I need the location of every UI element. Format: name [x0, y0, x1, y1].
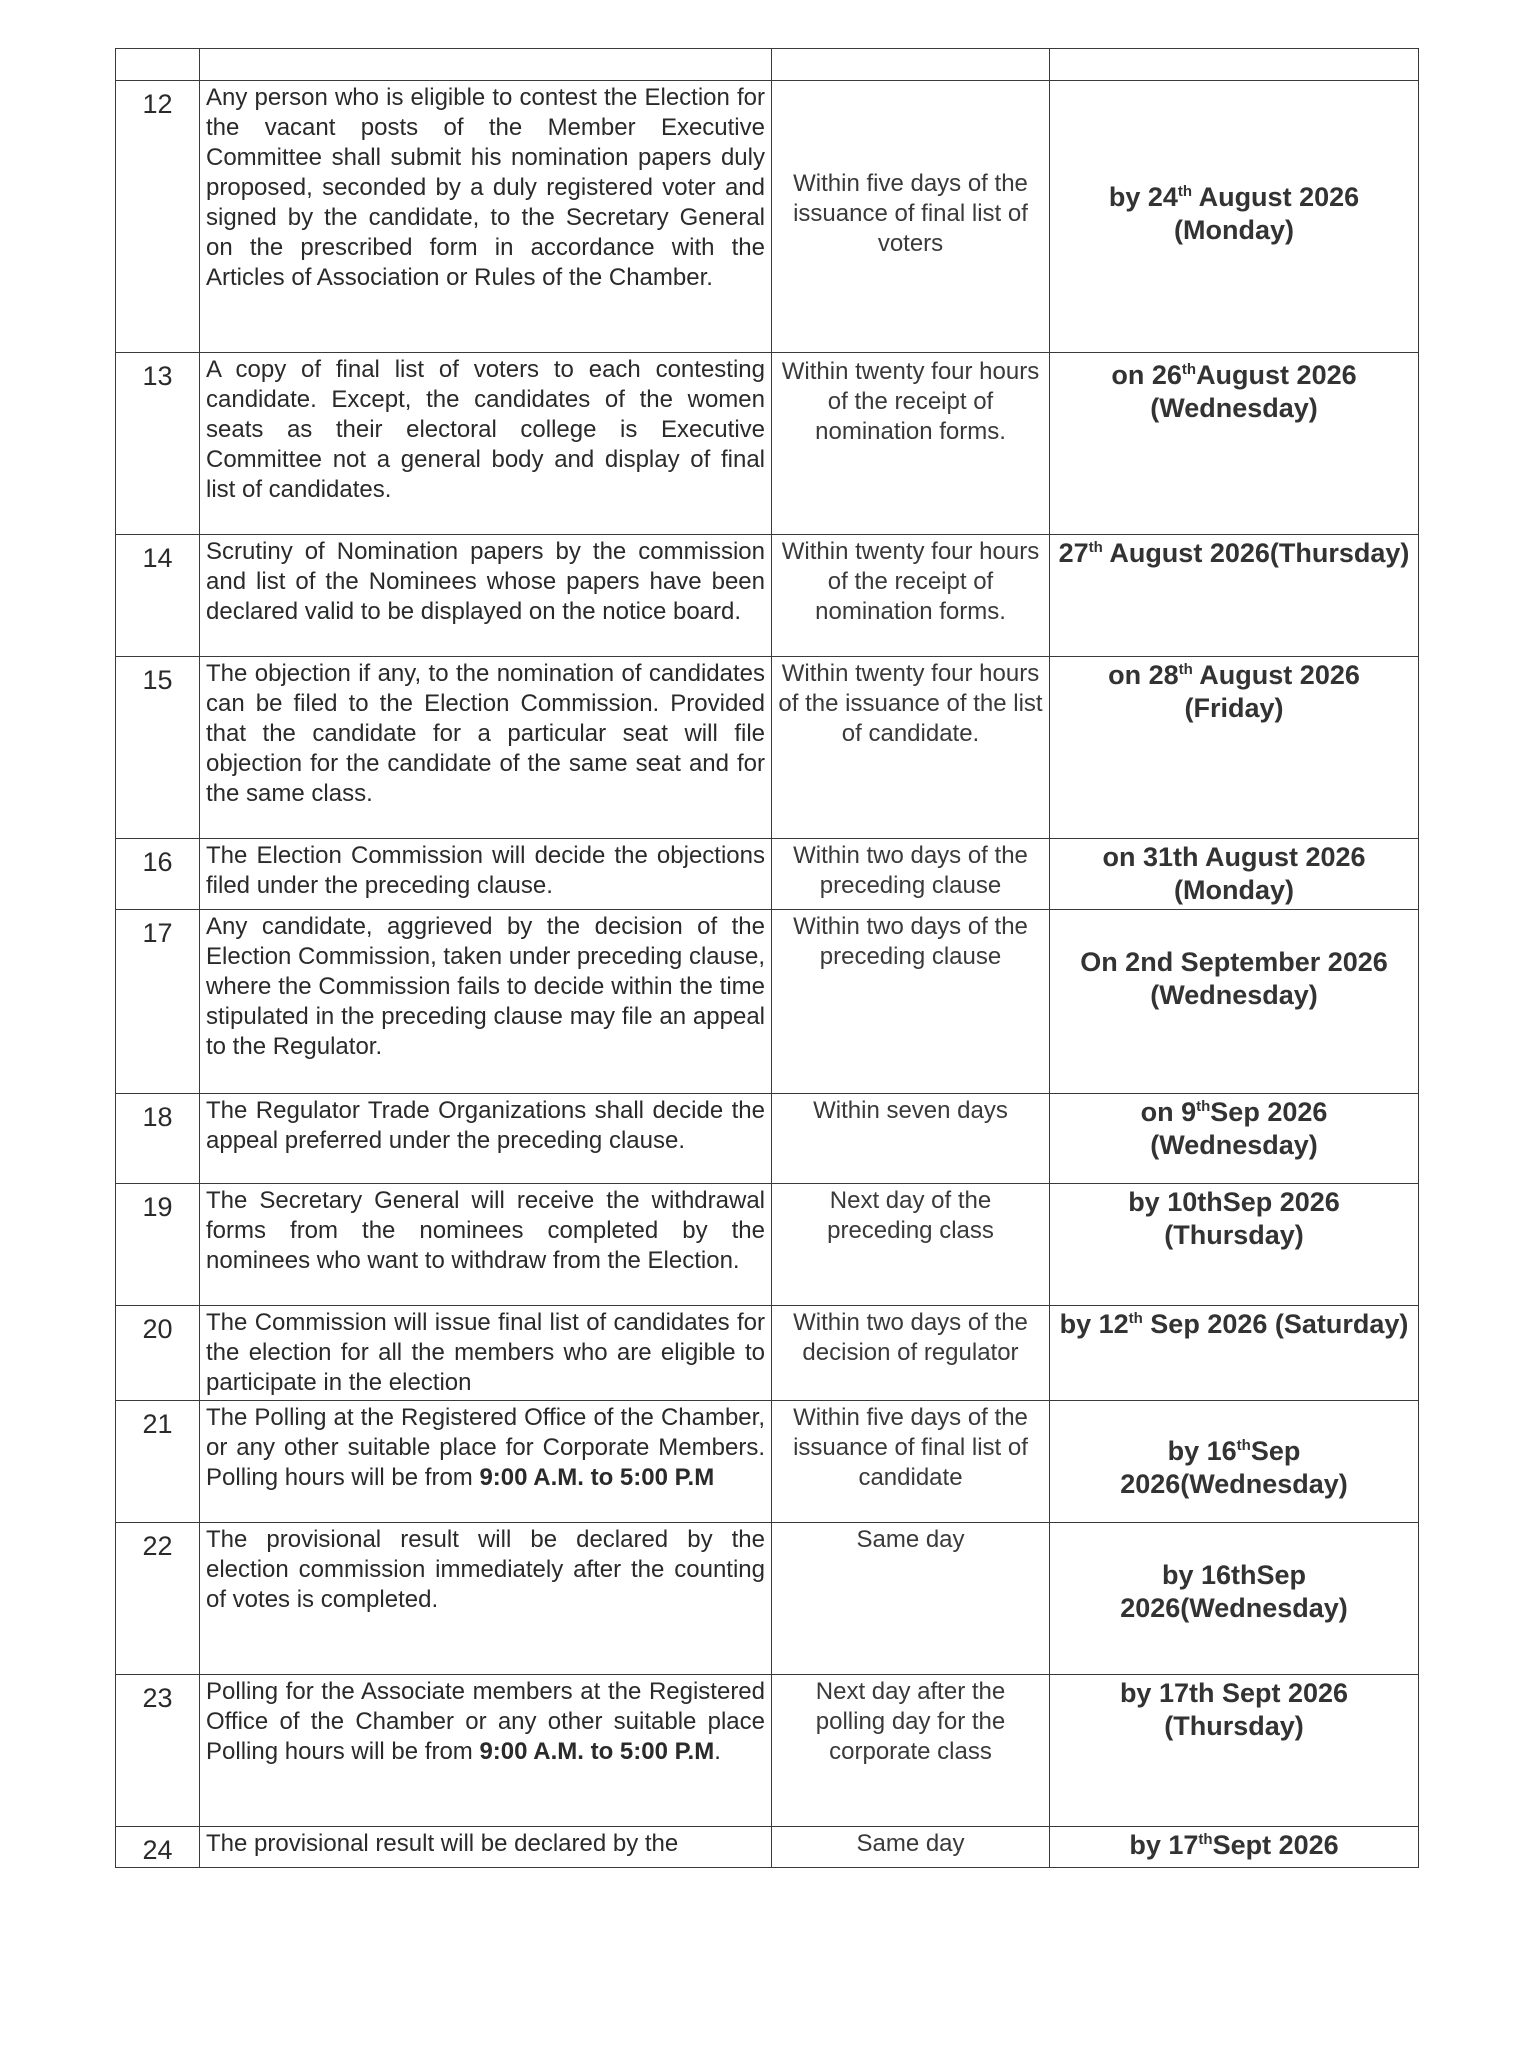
date-main: by 17 — [1129, 1830, 1199, 1860]
date-main: by 16thSep 2026(Wednesday) — [1120, 1560, 1348, 1623]
table-row — [116, 353, 1419, 535]
table-row — [116, 535, 1419, 657]
date-rest: August 2026 (Monday) — [1174, 182, 1360, 245]
row-number: 22 — [116, 1523, 200, 1675]
date-rest: Sep 2026 (Saturday) — [1142, 1309, 1409, 1339]
schedule-date — [1050, 1401, 1419, 1523]
schedule-date — [1050, 1523, 1419, 1675]
description-tail: . — [714, 1738, 721, 1765]
description-text: The Polling at the Registered Office of the Chamber, or any other suitable place for Corporate Members. Polling hours will be from — [206, 1404, 765, 1491]
date-main: 27 — [1058, 538, 1089, 568]
empty-cell — [772, 49, 1050, 81]
table-row — [116, 1184, 1419, 1306]
date-main: on 31th August 2026 (Monday) — [1102, 842, 1366, 905]
date-main: by 24 — [1108, 182, 1178, 212]
time-limit: Within five days of the issuance of final list of voters — [772, 81, 1050, 353]
description-text: Any person who is eligible to contest the Election for the vacant posts of the Member Executive Committee shall submit his nomination papers duly proposed, seconded by a duly registered voter and signed by the candidate, to the Secretary General on the prescribed form in accordance with the Articles of Association or Rules of the Chamber. — [206, 84, 765, 291]
activity-description — [200, 1094, 772, 1184]
date-ordinal-suffix: th — [1088, 539, 1103, 556]
time-limit: Same day — [772, 1827, 1050, 1868]
description-text: Polling for the Associate members at the Registered Office of the Chamber or any other suitable place Polling hours will be from — [206, 1678, 765, 1765]
row-number: 13 — [116, 353, 200, 535]
row-number: 24 — [116, 1827, 200, 1868]
activity-description — [200, 535, 772, 657]
time-limit: Within twenty four hours of the receipt of nomination forms. — [772, 535, 1050, 657]
date-rest: Sep 2026 (Wednesday) — [1150, 1097, 1328, 1160]
row-number: 12 — [116, 81, 200, 353]
table-header-row-empty — [116, 49, 1419, 81]
description-text: The Commission will issue final list of candidates for the election for all the members who are eligible to participate in the election — [206, 1309, 765, 1396]
description-text: The provisional result will be declared by the — [206, 1830, 679, 1857]
time-limit: Next day of the preceding class — [772, 1184, 1050, 1306]
time-limit: Within five days of the issuance of final list of candidate — [772, 1401, 1050, 1523]
empty-cell — [1050, 49, 1419, 81]
schedule-date — [1050, 1675, 1419, 1827]
row-number: 23 — [116, 1675, 200, 1827]
table-row — [116, 1523, 1419, 1675]
activity-description — [200, 1827, 772, 1868]
time-limit: Within two days of the preceding clause — [772, 910, 1050, 1094]
date-main: On 2nd September 2026 (Wednesday) — [1080, 947, 1388, 1010]
time-limit: Same day — [772, 1523, 1050, 1675]
row-number: 18 — [116, 1094, 200, 1184]
date-rest: Sept 2026 — [1212, 1830, 1339, 1860]
row-number: 17 — [116, 910, 200, 1094]
date-main: on 9 — [1140, 1097, 1197, 1127]
activity-description — [200, 81, 772, 353]
date-main: by 17th Sept 2026 (Thursday) — [1119, 1678, 1349, 1741]
date-ordinal-suffix: th — [1178, 661, 1193, 678]
table-row — [116, 1827, 1419, 1868]
schedule-date — [1050, 1184, 1419, 1306]
date-main: by 16 — [1167, 1436, 1237, 1466]
schedule-date — [1050, 1094, 1419, 1184]
schedule-date — [1050, 1306, 1419, 1401]
table-row — [116, 657, 1419, 839]
polling-hours: 9:00 A.M. to 5:00 P.M — [479, 1464, 715, 1491]
activity-description — [200, 657, 772, 839]
date-main: by 10thSep 2026 (Thursday) — [1128, 1187, 1340, 1250]
schedule-date — [1050, 910, 1419, 1094]
empty-cell — [200, 49, 772, 81]
activity-description — [200, 1523, 772, 1675]
date-ordinal-suffix: th — [1181, 361, 1197, 378]
time-limit: Within twenty four hours of the receipt of nomination forms. — [772, 353, 1050, 535]
date-rest: Sep 2026(Wednesday) — [1120, 1436, 1348, 1499]
description-text: A copy of final list of voters to each contesting candidate. Except, the candidates of the women seats as their electoral college is Executive Committee not a general body and display of final list of candidates. — [206, 356, 765, 503]
row-number: 15 — [116, 657, 200, 839]
time-limit: Within two days of the decision of regulator — [772, 1306, 1050, 1401]
table-row — [116, 910, 1419, 1094]
description-text: The Secretary General will receive the withdrawal forms from the nominees completed by the nominees who want to withdraw from the Election. — [206, 1187, 765, 1274]
schedule-date — [1050, 353, 1419, 535]
schedule-date — [1050, 535, 1419, 657]
schedule-date — [1050, 657, 1419, 839]
table-row — [116, 1094, 1419, 1184]
table-row — [116, 839, 1419, 910]
date-main: on 28 — [1108, 660, 1179, 690]
time-limit: Within two days of the preceding clause — [772, 839, 1050, 910]
row-number: 21 — [116, 1401, 200, 1523]
date-ordinal-suffix: th — [1198, 1831, 1213, 1848]
table-row — [116, 1306, 1419, 1401]
activity-description — [200, 1675, 772, 1827]
table-row — [116, 1401, 1419, 1523]
schedule-date — [1050, 1827, 1419, 1868]
activity-description — [200, 1306, 772, 1401]
date-ordinal-suffix: th — [1177, 183, 1193, 200]
row-number: 16 — [116, 839, 200, 910]
date-main: by 12 — [1059, 1309, 1129, 1339]
description-text: The provisional result will be declared by the election commission immediately after the counting of votes is completed. — [206, 1526, 765, 1613]
activity-description — [200, 1184, 772, 1306]
date-ordinal-suffix: th — [1236, 1437, 1251, 1454]
election-schedule-table — [115, 48, 1419, 1868]
description-text: Scrutiny of Nomination papers by the commission and list of the Nominees whose papers have been declared valid to be displayed on the notice board. — [206, 538, 765, 625]
row-number: 14 — [116, 535, 200, 657]
time-limit: Within twenty four hours of the issuance of the list of candidate. — [772, 657, 1050, 839]
description-text: The Regulator Trade Organizations shall decide the appeal preferred under the preceding clause. — [206, 1097, 765, 1154]
row-number: 19 — [116, 1184, 200, 1306]
date-ordinal-suffix: th — [1128, 1310, 1143, 1327]
activity-description — [200, 1401, 772, 1523]
activity-description — [200, 910, 772, 1094]
activity-description — [200, 839, 772, 910]
date-rest: August 2026(Thursday) — [1102, 538, 1410, 568]
time-limit: Within seven days — [772, 1094, 1050, 1184]
date-ordinal-suffix: th — [1196, 1098, 1211, 1115]
time-limit: Next day after the polling day for the corporate class — [772, 1675, 1050, 1827]
row-number: 20 — [116, 1306, 200, 1401]
polling-hours: 9:00 A.M. to 5:00 P.M — [479, 1738, 715, 1765]
schedule-date — [1050, 839, 1419, 910]
date-rest: August 2026 (Wednesday) — [1150, 360, 1357, 423]
empty-cell — [116, 49, 200, 81]
date-rest: August 2026 (Friday) — [1184, 660, 1360, 723]
table-row — [116, 81, 1419, 353]
schedule-date — [1050, 81, 1419, 353]
description-text: The objection if any, to the nomination of candidates can be filed to the Election Commission. Provided that the candidate for a particular seat will file objection for the candidate of the same seat and for the same class. — [206, 660, 765, 807]
date-main: on 26 — [1111, 360, 1182, 390]
table-row — [116, 1675, 1419, 1827]
description-text: Any candidate, aggrieved by the decision of the Election Commission, taken under preceding clause, where the Commission fails to decide within the time stipulated in the preceding clause may file an appeal to the Regulator. — [206, 913, 765, 1060]
activity-description — [200, 353, 772, 535]
description-text: The Election Commission will decide the objections filed under the preceding clause. — [206, 842, 765, 899]
